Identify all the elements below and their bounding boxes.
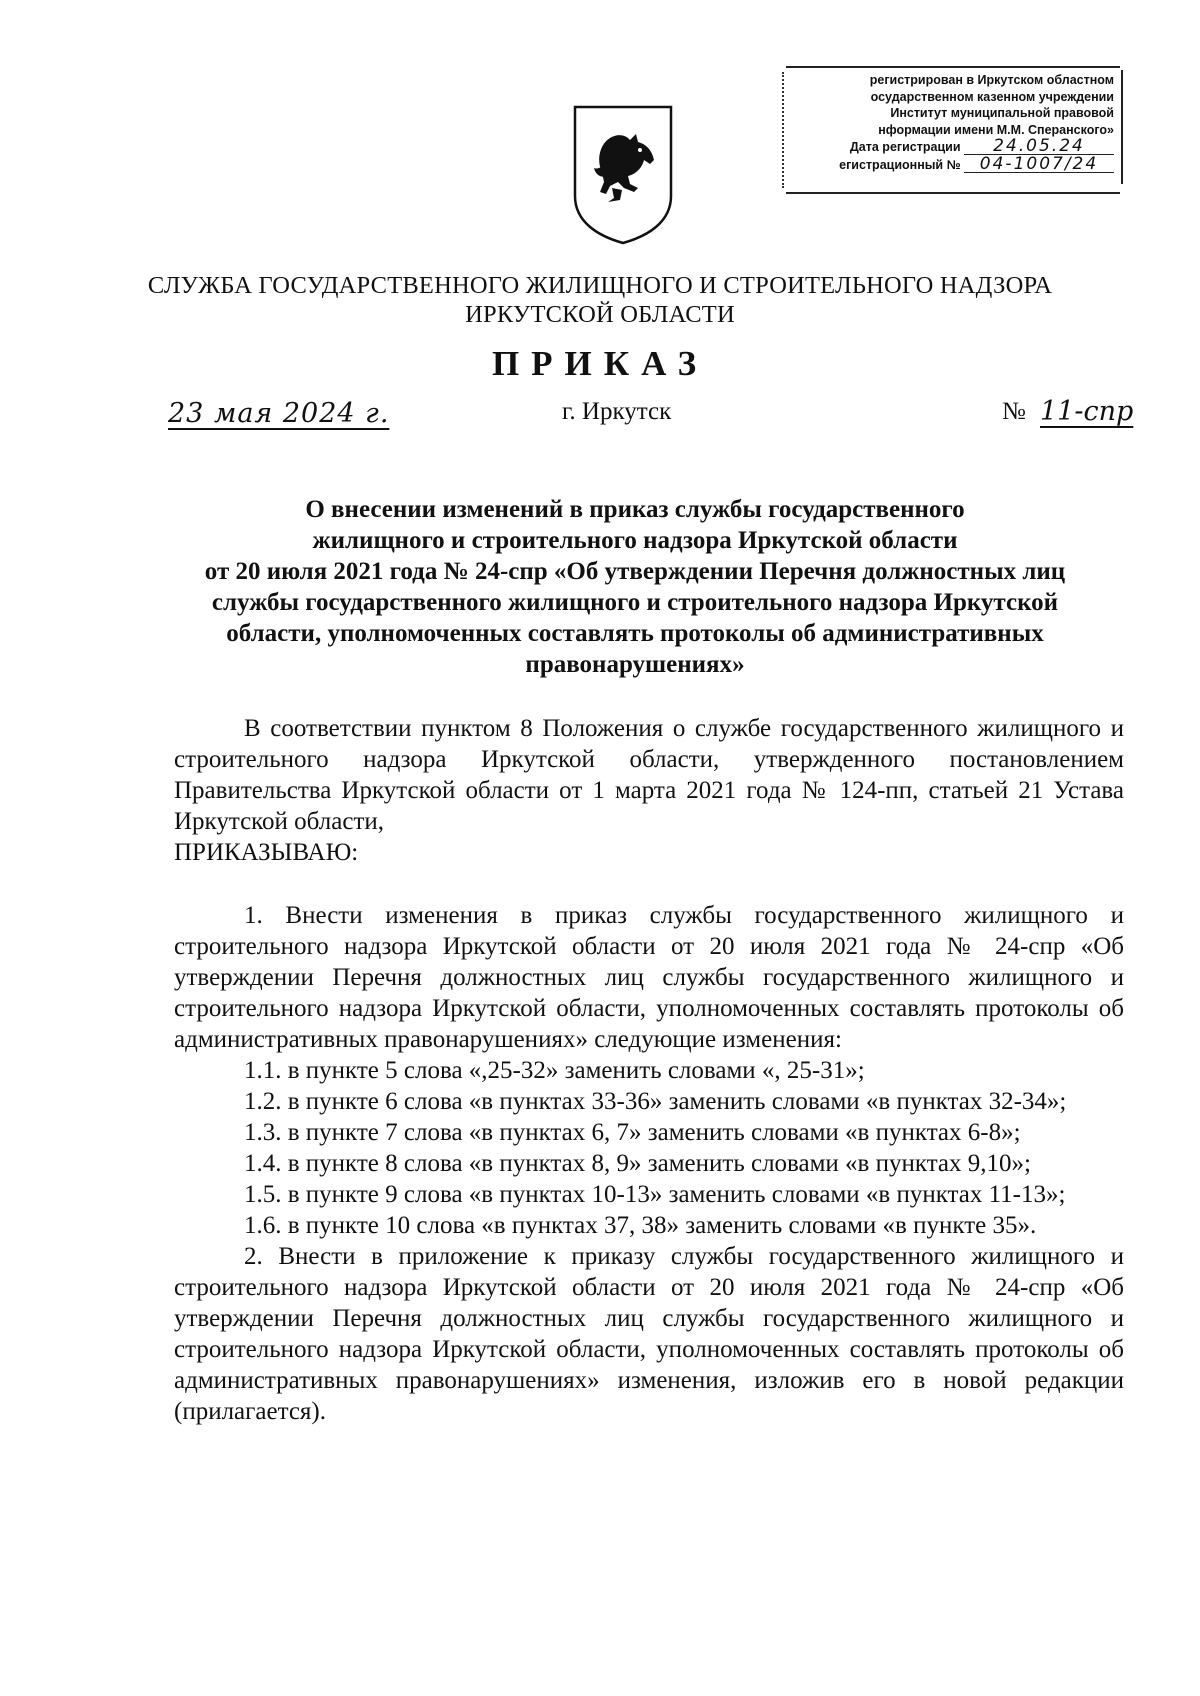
order-subpoint: 1.3. в пункте 7 слова «в пунктах 6, 7» заменить словами «в пунктах 6-8»; (244, 1119, 1021, 1146)
order-heading (140, 494, 1130, 680)
stamp-line: осударственном казенном учреждении (870, 89, 1114, 104)
order-subpoint: 1.2. в пункте 6 слова «в пунктах 33-36» заменить словами «в пунктах 32-34»; (244, 1088, 1067, 1115)
heading-line: правонарушениях» (525, 651, 745, 678)
stamp-date-row (786, 138, 1114, 156)
order-city: г. Иркутск (562, 398, 672, 425)
order-point: 2. Внести в приложение к приказу службы государственного жилищного и строительного надзора Иркутской области от 20 июля 2021 года № 24-спр «Об утверждении Перечня должностных лиц службы государственного жилищного и строительного надзора Иркутской области, уполномоченных составлять протоколы об административных правонарушениях» изменения, изложив его в новой редакции (прилагается). (174, 1243, 1124, 1425)
order-subpoint: 1.4. в пункте 8 слова «в пунктах 8, 9» заменить словами «в пунктах 9,10»; (244, 1150, 1031, 1177)
heading-line: О внесении изменений в приказ службы государственного (305, 496, 965, 523)
stamp-reg-value: 04-1007/24 (964, 156, 1114, 173)
agency-name-line2: ИРКУТСКОЙ ОБЛАСТИ (465, 301, 735, 328)
stamp-line: нформации имени М.М. Сперанского» (878, 122, 1114, 137)
heading-line: службы государственного жилищного и строительного надзора Иркутской (211, 589, 1059, 616)
document-title: ПРИКАЗ (491, 344, 709, 383)
stamp-reg-label: егистрационный № (839, 157, 961, 172)
order-number-label: № (1002, 398, 1026, 425)
order-points (174, 900, 1124, 1427)
order-subpoint: 1.1. в пункте 5 слова «,25-32» заменить словами «, 25-31»; (244, 1057, 865, 1084)
order-point: 1. Внести изменения в приказ службы государственного жилищного и строительного надзора Иркутской области от 20 июля 2021 года № 24-спр «Об утверждении Перечня должностных лиц службы государственного жилищного и строительного надзора Иркутской области, уполномоченных составлять протоколы об административных правонарушениях» следующие изменения: (174, 902, 1124, 1053)
order-subpoint: 1.6. в пункте 10 слова «в пунктах 37, 38» заменить словами «в пункте 35». (244, 1212, 1037, 1239)
stamp-line: Институт муниципальной правовой (890, 106, 1114, 120)
heading-line: области, уполномоченных составлять протоколы об административных (226, 620, 1044, 647)
order-date-handwritten: 23 мая 2024 г. (168, 398, 390, 429)
heading-line: жилищного и строительного надзора Иркутской области (312, 527, 958, 554)
preamble-block (174, 713, 1124, 868)
order-word: ПРИКАЗЫВАЮ: (174, 839, 359, 866)
stamp-line: регистрирован в Иркутском областном (869, 73, 1114, 87)
preamble-paragraph: В соответствии пунктом 8 Положения о службе государственного жилищного и строительного надзора Иркутской области, утвержденного постановлением Правительства Иркутской области от 1 марта 2021 года № 124-пп, статьей 21 Устава Иркутской области, (174, 715, 1124, 835)
order-subpoint: 1.5. в пункте 9 слова «в пунктах 10-13» заменить словами «в пунктах 11-13»; (244, 1181, 1066, 1208)
registration-stamp (786, 66, 1120, 194)
stamp-date-value: 24.05.24 (964, 138, 1114, 155)
stamp-reg-row (786, 153, 1114, 174)
agency-name-line1: СЛУЖБА ГОСУДАРСТВЕННОГО ЖИЛИЩНОГО И СТРОИТЕЛЬНОГО НАДЗОРА (147, 272, 1053, 299)
stamp-date-label: Дата регистрации (849, 140, 961, 154)
coat-of-arms-icon (572, 104, 674, 246)
heading-line: от 20 июля 2021 года № 24-спр «Об утверждении Перечня должностных лиц (204, 558, 1066, 585)
order-number-handwritten: 11-спр (1040, 396, 1134, 427)
